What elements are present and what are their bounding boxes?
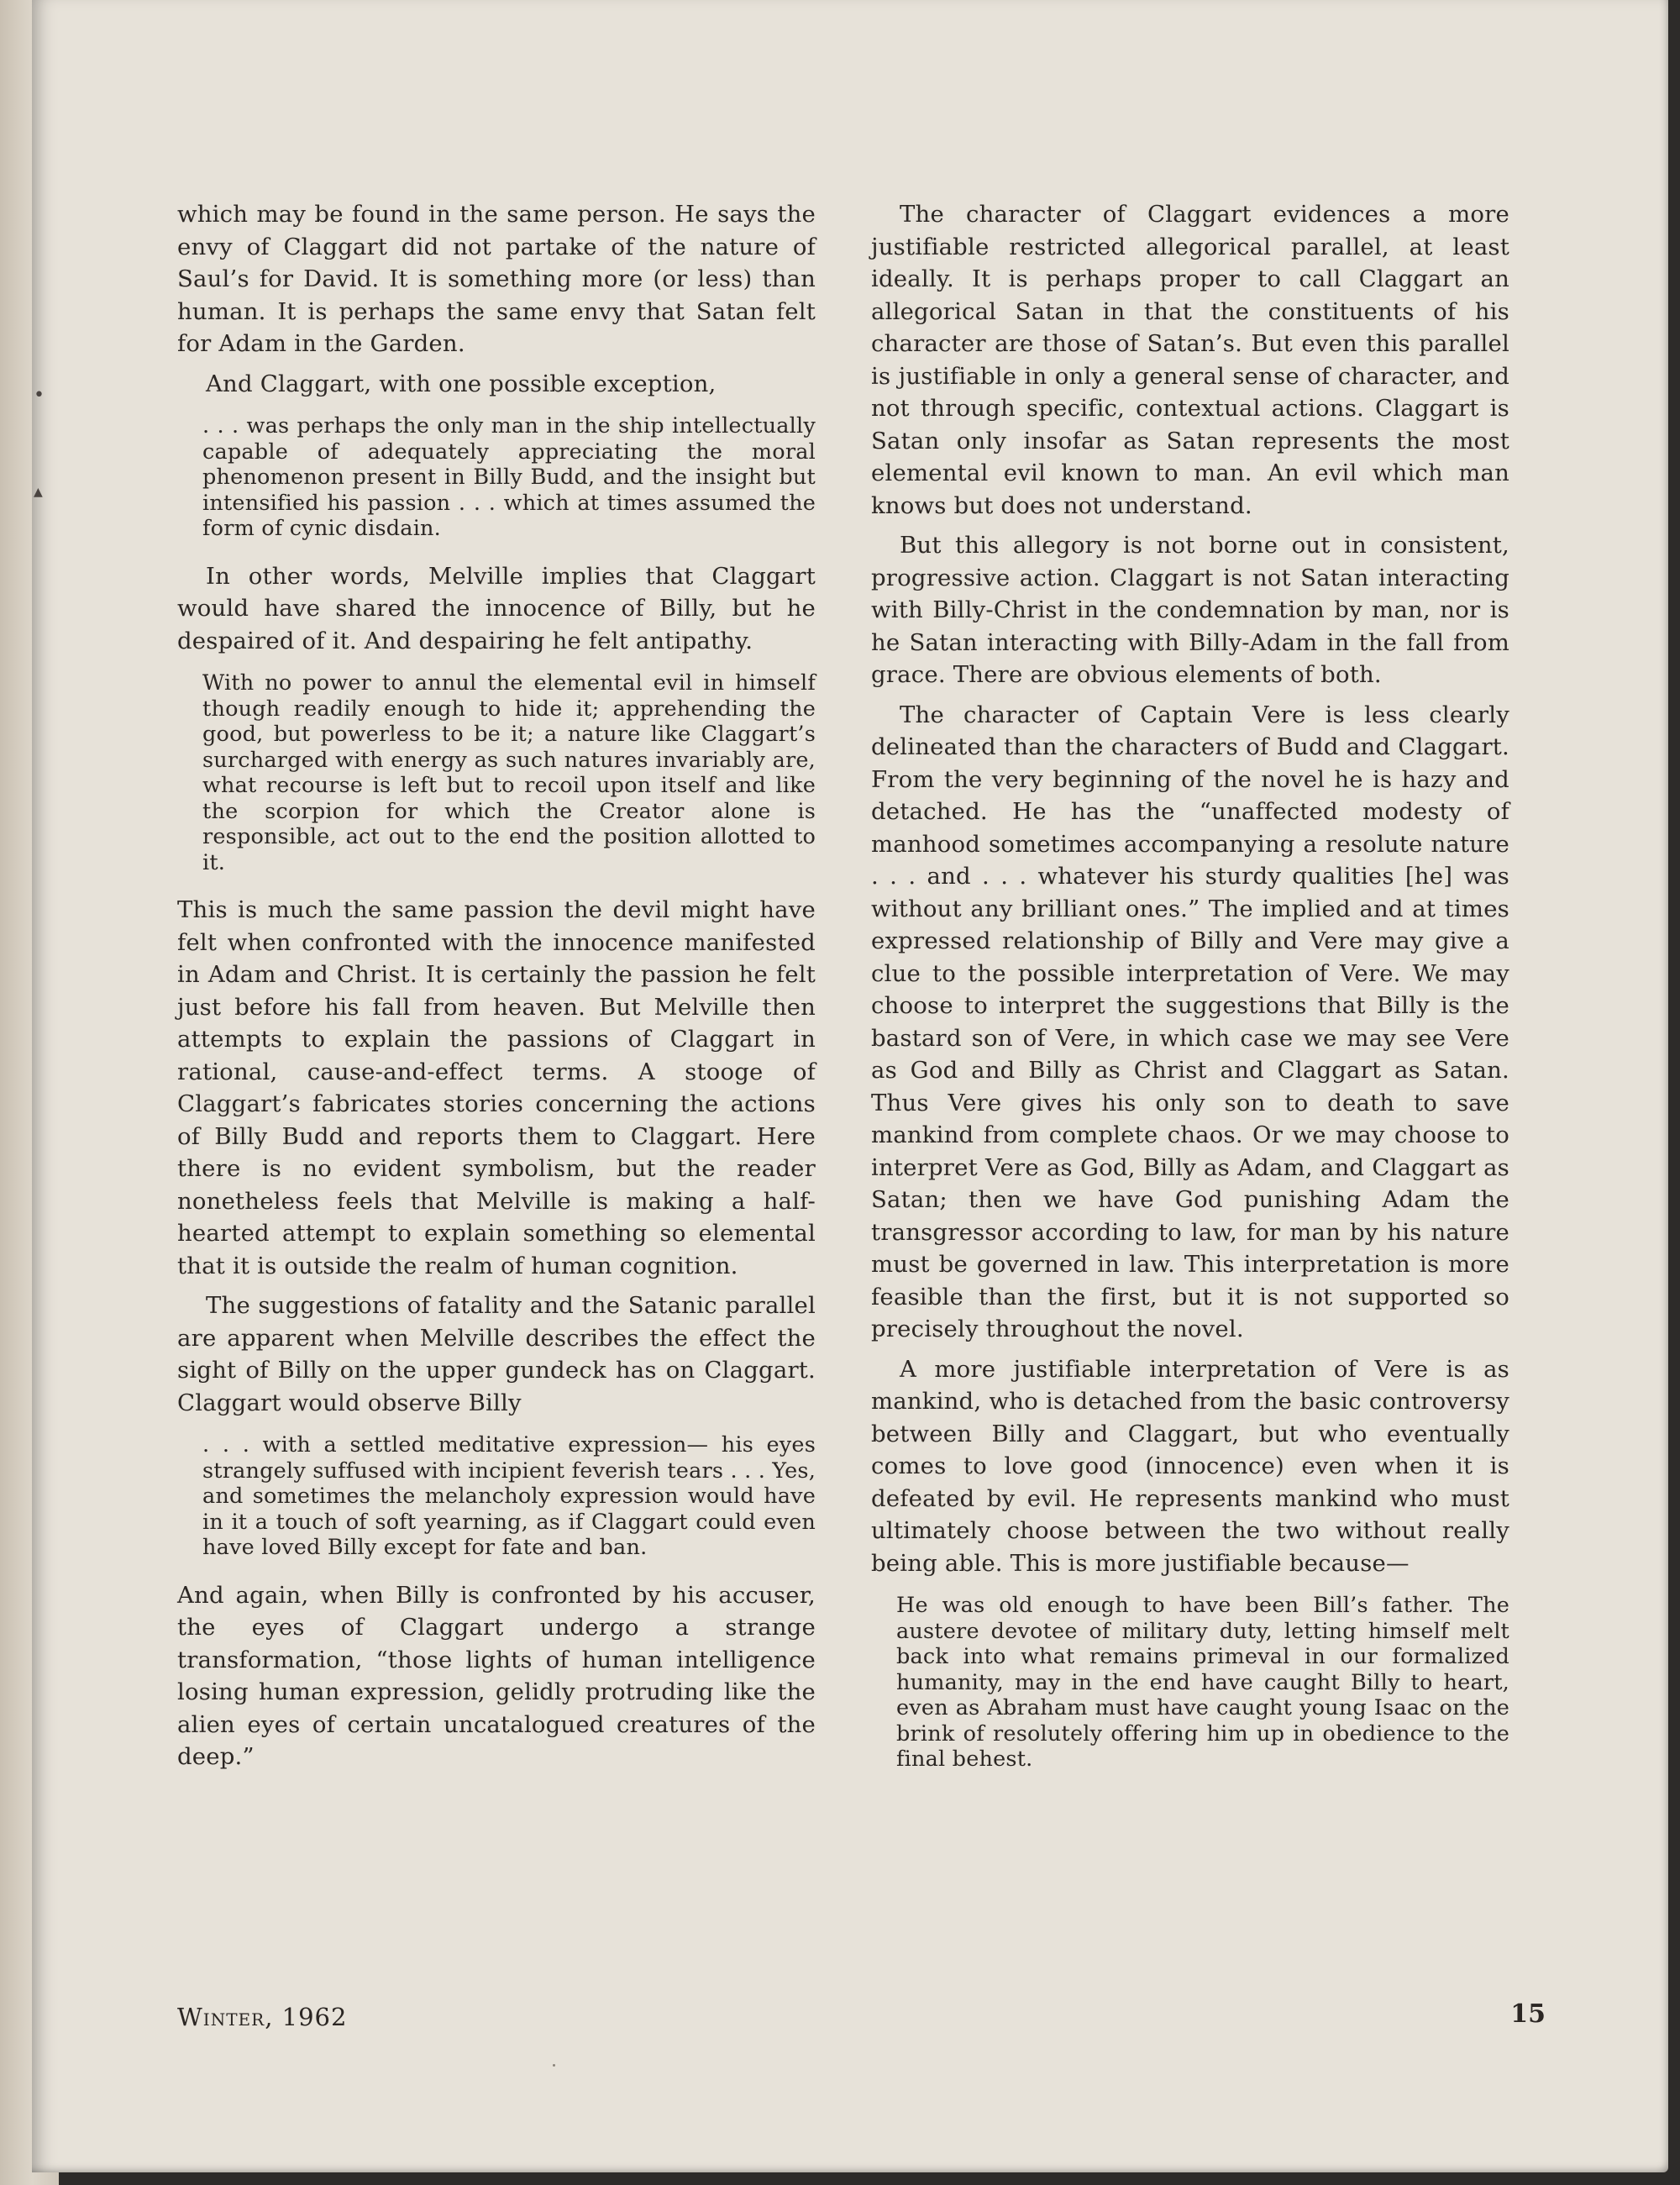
right-paragraph-1: The character of Claggart evidences a more justifiable restricted allegorical parallel, at least ideally. It is perhaps proper to call Claggart an allegorical Satan in that the constituents of his character are those of Satan’s. But even this parallel is justifiable in only a general sense of character, and not through specific, contextual actions. Claggart is Satan only insofar as Satan represents the most elemental evil known to man. An evil which man knows but does not understand. <box>871 201 1509 519</box>
left-paragraph-3: In other words, Melville implies that Claggart would have shared the innocence of Billy, but he despaired of it. And despairing he felt antipathy. <box>177 562 816 654</box>
left-block-quote-2: With no power to annul the elemental evil in himself though readily enough to hide it; apprehending the good, but powerless to be it; a nature like Claggart’s surcharged with energy as such natures invariably are, what recourse is left but to recoil upon itself and like the scorpion for which the Creator alone is responsible, act out to the end the position allotted to it. <box>202 670 816 875</box>
margin-dot-mark: • <box>34 385 45 406</box>
left-paragraph-6: And again, when Billy is confronted by his accuser, the eyes of Claggart undergo a strange transformation, “those lights of human intelligence losing human expression, gelidly protruding like the alien eyes of certain uncatalogued creatures of the deep.” <box>177 1581 816 1770</box>
left-paragraph-2: And Claggart, with one possible exception, <box>206 370 717 397</box>
journal-page <box>32 0 1668 2172</box>
right-block-quote-1: He was old enough to have been Bill’s father. The austere devotee of military duty, letting himself melt back into what remains primeval in our formalized humanity, may in the end have caught Billy to heart, even as Abraham must have caught young Isaac on the brink of resolutely offering him up in obedience to the final behest. <box>896 1593 1509 1772</box>
left-paragraph-4: This is much the same passion the devil might have felt when confronted with the innocence manifested in Adam and Christ. It is certainly the passion he felt just before his fall from heaven. But Melville then attempts to explain the passions of Claggart in rational, cause-and-effect terms. A stooge of Claggart’s fabricates stories concerning the actions of Billy Budd and reports them to Claggart. Here there is no evident symbolism, but the reader nonetheless feels that Melville is making a half-hearted attempt to explain something so elemental that it is outside the realm of human cognition. <box>177 896 816 1279</box>
right-paragraph-3: The character of Captain Vere is less clearly delineated than the characters of Budd and Claggart. From the very beginning of the novel he is hazy and detached. He has the “unaffected modesty of manhood sometimes accompanying a resolute nature . . . and . . . whatever his sturdy qualities [he] was without any brilliant ones.” The implied and at times expressed relationship of Billy and Vere may give a clue to the possible interpretation of Vere. We may choose to interpret the suggestions that Billy is the bastard son of Vere, in which case we may see Vere as God and Billy as Christ and Claggart as Satan. Thus Vere gives his only son to death to save mankind from complete chaos. Or we may choose to interpret Vere as God, Billy as Adam, and Claggart as Satan; then we have God punishing Adam the transgressor according to law, for man by his nature must be governed in law. This interpretation is more feasible than the first, but it is not supported so precisely throughout the novel. <box>871 701 1509 1342</box>
paper-speck <box>553 2064 555 2067</box>
page-number: 15 <box>1510 1999 1546 2029</box>
issue-date-footer: Winter, 1962 <box>177 2003 348 2031</box>
right-column <box>871 198 1509 1791</box>
left-column <box>177 198 816 1781</box>
left-block-quote-1: . . . was perhaps the only man in the ship intellectually capable of adequately appreciating the moral phenomenon present in Billy Budd, and the insight but intensified his passion . . . which at times assumed the form of cynic disdain. <box>202 413 816 541</box>
right-paragraph-2: But this allegory is not borne out in consistent, progressive action. Claggart is not Satan interacting with Billy-Christ in the condemnation by man, nor is he Satan interacting with Billy-Adam in the fall from grace. There are obvious elements of both. <box>871 532 1509 688</box>
margin-caret-mark: ▲ <box>34 486 43 499</box>
left-paragraph-5: The suggestions of fatality and the Satanic parallel are apparent when Melville describes the effect the sight of Billy on the upper gundeck has on Claggart. Claggart would observe Billy <box>177 1292 816 1416</box>
left-paragraph-1: which may be found in the same person. He says the envy of Claggart did not partake of the nature of Saul’s for David. It is something more (or less) than human. It is perhaps the same envy that Satan felt for Adam in the Garden. <box>177 201 816 357</box>
right-paragraph-4: A more justifiable interpretation of Vere is as mankind, who is detached from the basic controversy between Billy and Claggart, but who eventually comes to love good (innocence) even when it is defeated by evil. He represents mankind who must ultimately choose between the two without really being able. This is more justifiable because— <box>871 1355 1509 1577</box>
left-block-quote-3: . . . with a settled meditative expression— his eyes strangely suffused with incipient feverish tears . . . Yes, and sometimes the melancholy expression would have in it a touch of soft yearning, as if Claggart could even have loved Billy except for fate and ban. <box>202 1432 816 1560</box>
